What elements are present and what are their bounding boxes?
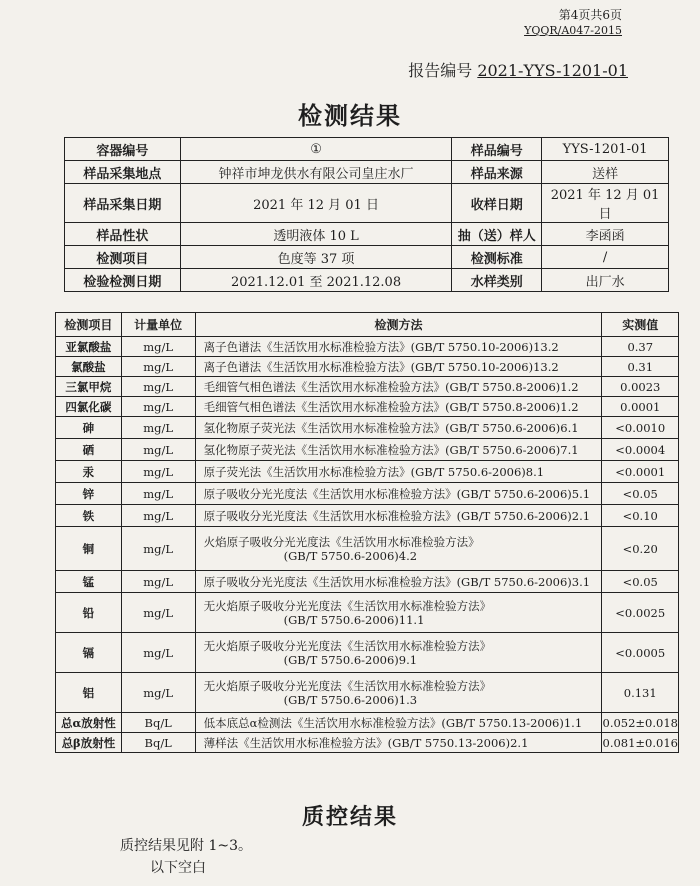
measured-value: <0.0001 [602, 461, 679, 483]
unit: mg/L [121, 633, 195, 673]
table-row [56, 397, 679, 417]
unit: mg/L [121, 505, 195, 527]
info-value: 2021.12.01 至 2021.12.08 [180, 269, 452, 292]
method-line: 原子吸收分光光度法《生活饮用水标准检验方法》(GB/T 5750.6-2006)2.1 [203, 508, 591, 523]
info-value: / [542, 246, 669, 269]
unit: mg/L [121, 397, 195, 417]
info-row [65, 161, 669, 184]
method-line: 原子吸收分光光度法《生活饮用水标准检验方法》(GB/T 5750.6-2006)5.1 [203, 486, 591, 501]
table-row [56, 571, 679, 593]
info-row [65, 138, 669, 161]
test-item: 铁 [56, 505, 122, 527]
unit: mg/L [121, 483, 195, 505]
qc-note: 质控结果见附 1~3。 [120, 838, 252, 854]
method-line: (GB/T 5750.6-2006)4.2 [283, 548, 418, 563]
info-row [65, 223, 669, 246]
method-line: 火焰原子吸收分光光度法《生活饮用水标准检验方法》 [203, 534, 480, 549]
measured-value: 0.052±0.018 [602, 713, 679, 733]
measured-value: <0.0005 [602, 633, 679, 673]
test-method [195, 417, 602, 439]
document-code: YQQR/A047-2015 [524, 24, 622, 37]
results-table [55, 312, 679, 753]
method-line: 无火焰原子吸收分光光度法《生活饮用水标准检验方法》 [203, 638, 492, 653]
test-method [195, 633, 602, 673]
measured-value: 0.0023 [602, 377, 679, 397]
unit: mg/L [121, 417, 195, 439]
test-item: 亚氯酸盐 [56, 337, 122, 357]
info-value: 色度等 37 项 [180, 246, 452, 269]
table-row [56, 673, 679, 713]
test-method [195, 337, 602, 357]
test-method [195, 571, 602, 593]
measured-value: <0.0025 [602, 593, 679, 633]
results-body [56, 337, 679, 753]
column-header: 计量单位 [121, 313, 195, 337]
column-header: 实测值 [602, 313, 679, 337]
info-value: 李函函 [542, 223, 669, 246]
method-line: 薄样法《生活饮用水标准检验方法》(GB/T 5750.13-2006)2.1 [203, 735, 529, 750]
report-number [408, 58, 628, 81]
report-number-value: 2021-YYS-1201-01 [477, 61, 628, 80]
method-line: (GB/T 5750.6-2006)9.1 [283, 652, 418, 667]
test-item: 锰 [56, 571, 122, 593]
measured-value: 0.081±0.016 [602, 733, 679, 753]
test-item: 氯酸盐 [56, 357, 122, 377]
test-method [195, 527, 602, 571]
method-line: 无火焰原子吸收分光光度法《生活饮用水标准检验方法》 [203, 598, 492, 613]
unit: mg/L [121, 461, 195, 483]
info-value: 出厂水 [542, 269, 669, 292]
test-item: 硒 [56, 439, 122, 461]
table-row [56, 713, 679, 733]
method-line: 毛细管气相色谱法《生活饮用水标准检验方法》(GB/T 5750.8-2006)1.2 [203, 379, 579, 394]
info-value: 送样 [542, 161, 669, 184]
info-label: 检验检测日期 [65, 269, 181, 292]
report-number-label: 报告编号 [408, 61, 473, 80]
method-line: 离子色谱法《生活饮用水标准检验方法》(GB/T 5750.10-2006)13.2 [203, 339, 559, 354]
test-method [195, 439, 602, 461]
test-item: 铜 [56, 527, 122, 571]
test-item: 总β放射性 [56, 733, 122, 753]
test-method [195, 483, 602, 505]
test-method [195, 673, 602, 713]
info-label: 容器编号 [65, 138, 181, 161]
info-label: 样品编号 [452, 138, 542, 161]
info-label: 样品来源 [452, 161, 542, 184]
column-header: 检测方法 [195, 313, 602, 337]
info-label: 样品采集地点 [65, 161, 181, 184]
table-row [56, 505, 679, 527]
unit: mg/L [121, 571, 195, 593]
test-item: 汞 [56, 461, 122, 483]
test-item: 砷 [56, 417, 122, 439]
info-row [65, 246, 669, 269]
info-value: 透明液体 10 L [180, 223, 452, 246]
test-item: 铅 [56, 593, 122, 633]
info-row [65, 184, 669, 223]
method-line: 毛细管气相色谱法《生活饮用水标准检验方法》(GB/T 5750.8-2006)1.2 [203, 399, 579, 414]
table-row [56, 357, 679, 377]
table-row [56, 483, 679, 505]
table-row [56, 593, 679, 633]
test-method [195, 593, 602, 633]
method-line: 氢化物原子荧光法《生活饮用水标准检验方法》(GB/T 5750.6-2006)7.1 [203, 442, 579, 457]
table-row [56, 417, 679, 439]
unit: mg/L [121, 377, 195, 397]
table-row [56, 439, 679, 461]
method-line: 氢化物原子荧光法《生活饮用水标准检验方法》(GB/T 5750.6-2006)6.1 [203, 420, 579, 435]
test-method [195, 713, 602, 733]
info-label: 检测标准 [452, 246, 542, 269]
unit: mg/L [121, 527, 195, 571]
unit: mg/L [121, 357, 195, 377]
measured-value: <0.05 [602, 483, 679, 505]
measured-value: <0.05 [602, 571, 679, 593]
qc-title: 质控结果 [301, 804, 398, 830]
info-label: 检测项目 [65, 246, 181, 269]
unit: mg/L [121, 439, 195, 461]
test-method [195, 733, 602, 753]
measured-value: 0.31 [602, 357, 679, 377]
info-value: ① [180, 138, 452, 161]
info-value: YYS-1201-01 [542, 138, 669, 161]
blank-below-note: 以下空白 [150, 860, 206, 876]
page-number: 第4页共6页 [558, 8, 622, 22]
method-line: (GB/T 5750.6-2006)11.1 [283, 612, 425, 627]
table-row [56, 733, 679, 753]
test-method [195, 505, 602, 527]
test-item: 四氯化碳 [56, 397, 122, 417]
table-row [56, 337, 679, 357]
results-header-row [56, 313, 679, 337]
info-value: 钟祥市坤龙供水有限公司皇庄水厂 [180, 161, 452, 184]
method-line: 低本底总α检测法《生活饮用水标准检验方法》(GB/T 5750.13-2006)1.1 [203, 715, 583, 730]
measured-value: 0.0001 [602, 397, 679, 417]
info-row [65, 269, 669, 292]
info-label: 水样类别 [452, 269, 542, 292]
info-label: 样品采集日期 [65, 184, 181, 223]
sample-info-table [64, 137, 669, 292]
test-method [195, 461, 602, 483]
method-line: 原子荧光法《生活饮用水标准检验方法》(GB/T 5750.6-2006)8.1 [203, 464, 545, 479]
method-line: (GB/T 5750.6-2006)1.3 [283, 692, 418, 707]
test-item: 总α放射性 [56, 713, 122, 733]
info-label: 收样日期 [452, 184, 542, 223]
method-line: 原子吸收分光光度法《生活饮用水标准检验方法》(GB/T 5750.6-2006)3.1 [203, 574, 591, 589]
measured-value: 0.131 [602, 673, 679, 713]
method-line: 离子色谱法《生活饮用水标准检验方法》(GB/T 5750.10-2006)13.2 [203, 359, 559, 374]
unit: mg/L [121, 593, 195, 633]
table-row [56, 377, 679, 397]
table-row [56, 633, 679, 673]
test-method [195, 377, 602, 397]
measured-value: <0.20 [602, 527, 679, 571]
table-row [56, 527, 679, 571]
table-row [56, 461, 679, 483]
measured-value: <0.10 [602, 505, 679, 527]
method-line: 无火焰原子吸收分光光度法《生活饮用水标准检验方法》 [203, 678, 492, 693]
unit: mg/L [121, 337, 195, 357]
test-method [195, 397, 602, 417]
test-item: 铝 [56, 673, 122, 713]
unit: Bq/L [121, 713, 195, 733]
info-label: 样品性状 [65, 223, 181, 246]
unit: Bq/L [121, 733, 195, 753]
info-value: 2021 年 12 月 01 日 [542, 184, 669, 223]
page-title: 检测结果 [298, 101, 402, 130]
test-item: 三氯甲烷 [56, 377, 122, 397]
column-header: 检测项目 [56, 313, 122, 337]
test-method [195, 357, 602, 377]
measured-value: <0.0010 [602, 417, 679, 439]
measured-value: <0.0004 [602, 439, 679, 461]
test-item: 锌 [56, 483, 122, 505]
info-value: 2021 年 12 月 01 日 [180, 184, 452, 223]
test-item: 镉 [56, 633, 122, 673]
measured-value: 0.37 [602, 337, 679, 357]
unit: mg/L [121, 673, 195, 713]
info-label: 抽（送）样人 [452, 223, 542, 246]
